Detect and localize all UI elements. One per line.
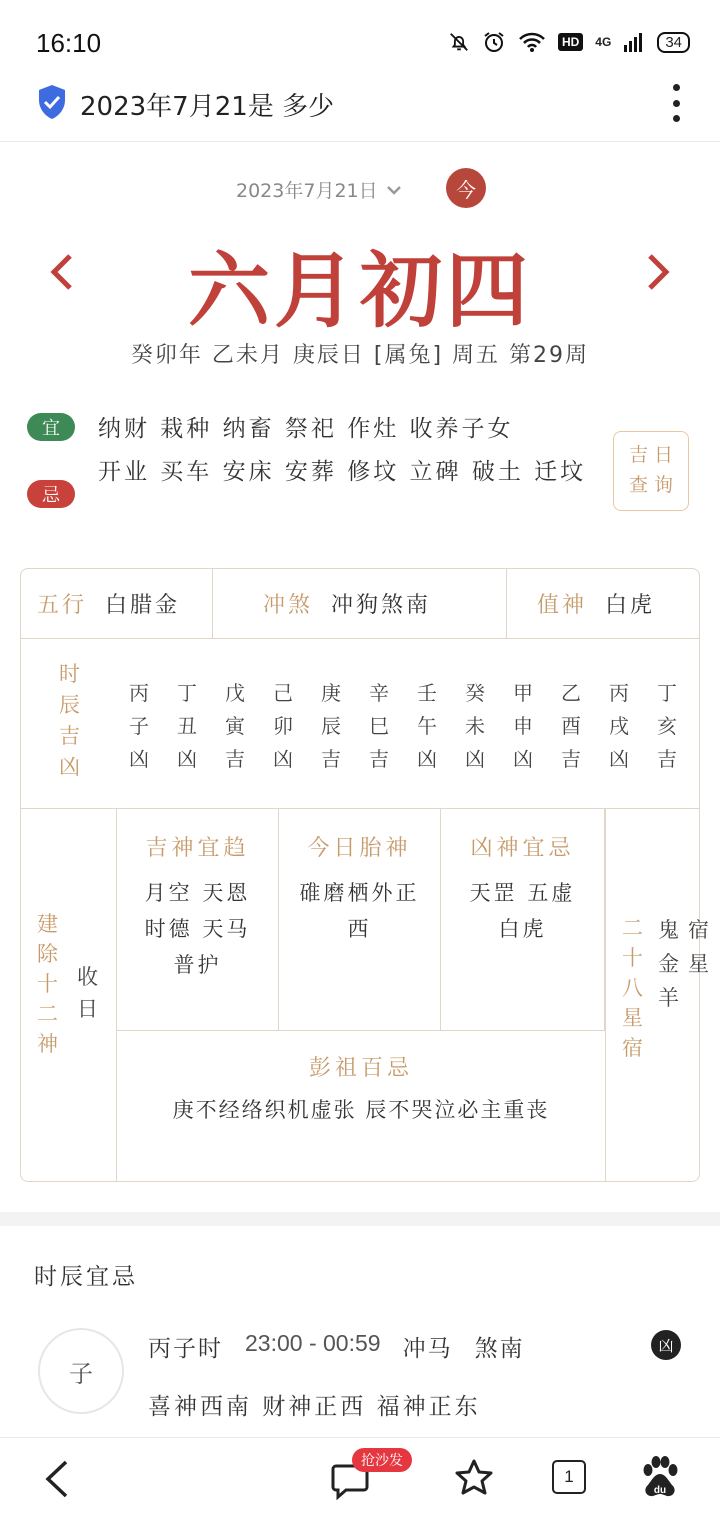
xiu-cell	[605, 809, 709, 1181]
gods-grid	[117, 809, 605, 1181]
tabs-icon[interactable]: 1	[552, 1460, 586, 1494]
shichen-zhi: 申	[513, 714, 533, 738]
date-selector[interactable]	[236, 176, 402, 203]
shichen-col	[211, 677, 259, 776]
shichen-col	[403, 677, 451, 776]
shichen-info-line	[148, 1330, 525, 1363]
shichen-luck: 吉	[369, 747, 389, 771]
xiu-value-line1: 鬼金羊	[658, 918, 679, 1010]
xiu-label: 二十八星宿	[622, 916, 643, 1060]
xiongshen-body: 天罡 五虚 白虎	[469, 881, 576, 941]
shichen-luck: 吉	[561, 747, 581, 771]
zhishen-label: 值神	[537, 593, 588, 618]
taishen-body: 碓磨栖外正西	[299, 881, 420, 941]
search-header	[0, 80, 720, 142]
shichen-gan: 辛	[369, 681, 389, 705]
shichen-luck-label: 时辰吉凶	[59, 662, 80, 779]
taishen-cell	[279, 809, 441, 1031]
wuxing-label: 五行	[37, 593, 88, 618]
chevron-down-icon	[386, 184, 402, 196]
jianchu-value: 收日	[77, 965, 98, 1021]
almanac-table	[20, 568, 709, 1182]
yi-badge: 宜	[27, 413, 75, 441]
shichen-col	[595, 677, 643, 776]
almanac-top-row	[21, 569, 699, 639]
jianchu-label: 建除十二神	[37, 912, 58, 1056]
shichen-col	[115, 677, 163, 776]
shichen-zhi: 巳	[369, 714, 389, 738]
zhishen-value: 白虎	[605, 593, 656, 618]
shichen-luck: 吉	[321, 747, 341, 771]
shichen-gan: 丁	[657, 681, 677, 705]
shichen-zhi: 亥	[657, 714, 677, 738]
pengzu-cell	[117, 1031, 605, 1181]
status-time: 16:10	[36, 28, 102, 58]
shichen-zhi: 寅	[225, 714, 245, 738]
shichen-gan: 庚	[321, 681, 341, 705]
xiu-value	[658, 913, 712, 1015]
ganzhi-line: 癸卯年 乙未月 庚辰日 [属兔] 周五 第29周	[130, 343, 590, 368]
next-day-arrow-icon[interactable]	[644, 252, 672, 292]
shichen-zhi: 丑	[177, 714, 197, 738]
xiongshen-title: 凶神宜忌	[470, 836, 575, 861]
sofa-badge[interactable]: 抢沙发	[352, 1448, 412, 1472]
shichen-luck-row	[21, 639, 699, 809]
zhi-circle: 子	[38, 1328, 124, 1414]
shichen-gan: 丙	[129, 681, 149, 705]
status-icons	[448, 30, 690, 54]
shichen-gan: 丁	[177, 681, 197, 705]
shichen-luck: 凶	[417, 747, 437, 771]
today-button[interactable]: 今	[446, 168, 486, 208]
shichen-col	[307, 677, 355, 776]
chongsha-value: 冲狗煞南	[331, 593, 432, 618]
shichen-col	[499, 677, 547, 776]
mute-bell-icon	[448, 31, 470, 53]
battery-indicator: 34	[657, 32, 690, 53]
more-vertical-icon[interactable]	[670, 84, 682, 122]
shichen-gan: 癸	[465, 681, 485, 705]
shichen-name: 丙子时	[148, 1336, 223, 1362]
back-icon[interactable]	[42, 1458, 72, 1500]
wuxing-cell	[21, 569, 213, 638]
pengzu-title: 彭祖百忌	[308, 1056, 413, 1081]
xiongshen-cell	[441, 809, 605, 1031]
chongsha-cell	[213, 569, 507, 638]
shichen-chong: 冲马	[402, 1336, 453, 1362]
shichen-luck: 凶	[129, 747, 149, 771]
almanac-gods-row	[21, 809, 709, 1181]
shichen-luck: 凶	[609, 747, 629, 771]
shichen-col	[259, 677, 307, 776]
shichen-zhi: 卯	[273, 714, 293, 738]
taishen-title: 今日胎神	[307, 836, 412, 861]
ji-badge: 忌	[27, 480, 75, 508]
lunar-date: 六月初四	[187, 243, 532, 339]
shichen-col	[163, 677, 211, 776]
shichen-col	[547, 677, 595, 776]
baidu-paw-icon[interactable]	[640, 1456, 680, 1500]
ji-items: 开业 买车 安床 安葬 修坟 立碑 破土 迁坟	[98, 459, 587, 485]
pengzu-body: 庚不经络织机虚张 辰不哭泣必主重丧	[172, 1098, 550, 1122]
star-icon[interactable]	[454, 1458, 494, 1498]
jishen-cell	[117, 809, 279, 1031]
shichen-columns	[115, 677, 691, 776]
shichen-gan: 甲	[513, 681, 533, 705]
jishen-title: 吉神宜趋	[145, 836, 250, 861]
shichen-zhi: 午	[417, 714, 437, 738]
jianchu-cell	[21, 809, 117, 1181]
signal-icon	[623, 31, 645, 53]
shichen-col	[355, 677, 403, 776]
luck-badge: 凶	[651, 1330, 681, 1360]
shichen-gan: 己	[273, 681, 293, 705]
shichen-luck: 吉	[225, 747, 245, 771]
shichen-zhi: 辰	[321, 714, 341, 738]
svg-text:du: du	[653, 1485, 667, 1496]
xiu-value-line2: 宿星	[688, 918, 709, 976]
hd-badge: HD	[558, 33, 583, 51]
shield-check-icon	[36, 84, 68, 120]
shichen-luck: 凶	[513, 747, 533, 771]
shichen-gan: 丙	[609, 681, 629, 705]
wifi-icon	[518, 31, 546, 53]
shichen-zhi: 子	[129, 714, 149, 738]
solar-date: 2023年7月21日	[236, 180, 378, 202]
shichen-section-title: 时辰宜忌	[34, 1264, 138, 1290]
section-divider	[0, 1212, 720, 1226]
shichen-luck: 凶	[465, 747, 485, 771]
wuxing-value: 白腊金	[105, 593, 181, 618]
chongsha-label: 冲煞	[263, 593, 314, 618]
status-bar	[0, 0, 720, 80]
shichen-gods-line: 喜神西南 财神正西 福神正东	[148, 1394, 481, 1420]
shichen-col	[643, 677, 691, 776]
jishen-body: 月空 天恩 时德 天马 普护	[144, 881, 251, 977]
shichen-gan: 戊	[225, 681, 245, 705]
shichen-sha: 煞南	[474, 1336, 525, 1362]
shichen-gan: 乙	[561, 681, 581, 705]
zhishen-cell	[507, 569, 699, 638]
shichen-col	[451, 677, 499, 776]
auspicious-day-query-button[interactable]: 吉日查询	[613, 431, 689, 511]
shichen-luck: 吉	[657, 747, 677, 771]
shichen-zhi: 未	[465, 714, 485, 738]
shichen-zhi: 酉	[561, 714, 581, 738]
shichen-time: 23:00 - 00:59	[245, 1330, 381, 1356]
shichen-luck: 凶	[177, 747, 197, 771]
yi-items: 纳财 栽种 纳畜 祭祀 作灶 收养子女	[98, 416, 514, 442]
shichen-gan: 壬	[417, 681, 437, 705]
alarm-icon	[482, 30, 506, 54]
shichen-luck: 凶	[273, 747, 293, 771]
shichen-zhi: 戌	[609, 714, 629, 738]
search-query[interactable]: 2023年7月21是 多少	[80, 92, 335, 122]
bottom-nav	[0, 1437, 720, 1520]
network-type: 4G	[595, 35, 612, 49]
